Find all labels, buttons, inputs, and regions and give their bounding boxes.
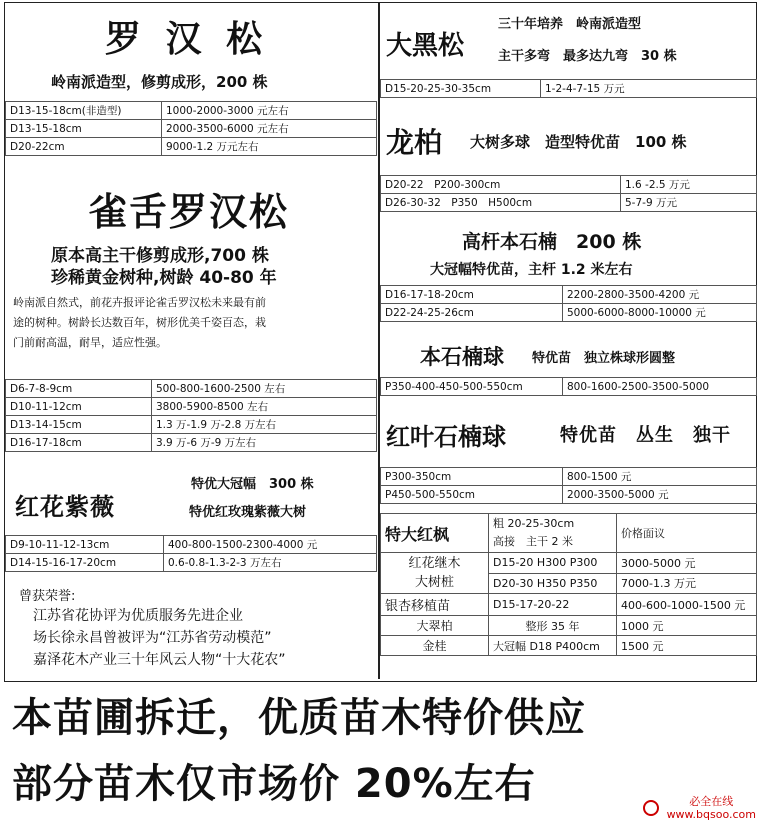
table-row bbox=[381, 304, 757, 322]
price-cell: 3800-5900-8500 左右 bbox=[152, 398, 377, 416]
honor-item: 场长徐永昌曾被评为“江苏省劳动模范” bbox=[33, 630, 272, 646]
size-cell: P350-400-450-500-550cm bbox=[381, 378, 563, 396]
table-row bbox=[381, 553, 757, 574]
price-cell: 5-7-9 万元 bbox=[621, 194, 757, 212]
price-cell: 价格面议 bbox=[617, 514, 757, 553]
luohansong-subtitle: 岭南派造型，修剪成形，200 株 bbox=[51, 73, 268, 91]
price-cell: 2200-2800-3500-4200 元 bbox=[563, 286, 757, 304]
queshe-section bbox=[5, 175, 378, 465]
species-cell: 银杏移植苗 bbox=[381, 594, 489, 616]
size-cell: D26-30-32 P350 H500cm bbox=[381, 194, 621, 212]
hongzi-title: 红花紫薇 bbox=[15, 493, 115, 521]
size-cell: D13-15-18cm bbox=[6, 120, 162, 138]
table-row bbox=[381, 80, 757, 98]
queshe-title: 雀舌罗汉松 bbox=[89, 190, 290, 234]
honor-item: 嘉泽花木产业三十年风云人物“十大花农” bbox=[33, 652, 286, 668]
queshe-line1: 原本高主干修剪成形,700 株 bbox=[51, 246, 269, 266]
hongye-subtitle: 特优苗 丛生 独干 bbox=[560, 425, 731, 446]
gaogan-title: 高杆本石楠 200 株 bbox=[462, 231, 642, 253]
hongye-table bbox=[380, 467, 757, 504]
price-cell: 400-800-1500-2300-4000 元 bbox=[164, 536, 377, 554]
misc-table bbox=[380, 513, 757, 656]
price-cell: 1.3 万-1.9 万-2.8 万左右 bbox=[152, 416, 377, 434]
table-row bbox=[381, 378, 757, 396]
description-line: 门前耐高温，耐旱，适应性强。 bbox=[13, 336, 167, 349]
price-cell: 800-1600-2500-3500-5000 bbox=[563, 378, 757, 396]
spec-cell: D20-30 H350 P350 bbox=[489, 573, 617, 594]
spec-cell: 整形 35 年 bbox=[489, 616, 617, 636]
price-cell: 1000-2000-3000 元左右 bbox=[162, 102, 377, 120]
price-cell: 9000-1.2 万元左右 bbox=[162, 138, 377, 156]
honors-section bbox=[5, 581, 378, 675]
size-cell: D20-22cm bbox=[6, 138, 162, 156]
price-sheet bbox=[4, 2, 757, 682]
longbai-table bbox=[380, 175, 757, 212]
longbai-subtitle: 大树多球 造型特优苗 100 株 bbox=[470, 133, 687, 151]
price-cell: 1500 元 bbox=[617, 636, 757, 656]
size-cell: D10-11-12cm bbox=[6, 398, 152, 416]
size-cell: D15-20-25-30-35cm bbox=[381, 80, 541, 98]
benshi-subtitle: 特优苗 独立株球形圆整 bbox=[532, 351, 676, 366]
species-line: 大树桩 bbox=[414, 575, 454, 590]
table-row bbox=[6, 138, 377, 156]
daheisong-title: 大黑松 bbox=[386, 31, 465, 61]
price-cell: 5000-6000-8000-10000 元 bbox=[563, 304, 757, 322]
queshe-description bbox=[13, 293, 266, 353]
site-watermark bbox=[643, 795, 756, 821]
daheisong-line1: 三十年培养 岭南派造型 bbox=[498, 17, 642, 32]
table-row bbox=[381, 176, 757, 194]
queshe-line2: 珍稀黄金树种,树龄 40-80 年 bbox=[51, 268, 277, 288]
watermark-url: www.bqsoo.com bbox=[666, 808, 756, 821]
spec-cell: D15-17-20-22 bbox=[489, 594, 617, 616]
size-cell: D9-10-11-12-13cm bbox=[6, 536, 164, 554]
table-row bbox=[381, 636, 757, 656]
hongzi-table bbox=[5, 535, 377, 572]
price-cell: 3000-5000 元 bbox=[617, 553, 757, 574]
benshi-section bbox=[380, 331, 758, 397]
banner-line-1: 本苗圃拆迁，优质苗木特价供应 bbox=[12, 695, 586, 741]
price-cell: 0.6-0.8-1.3-2-3 万左右 bbox=[164, 554, 377, 572]
species-line: 红花继木 bbox=[408, 556, 461, 571]
daheisong-section bbox=[380, 3, 758, 101]
gaogan-subtitle: 大冠幅特优苗，主杆 1.2 米左右 bbox=[430, 262, 633, 278]
price-cell: 3.9 万-6 万-9 万左右 bbox=[152, 434, 377, 452]
spec-line: 粗 20-25-30cm bbox=[493, 517, 575, 530]
table-row bbox=[6, 102, 377, 120]
luohansong-table bbox=[5, 101, 377, 156]
table-row bbox=[6, 120, 377, 138]
table-row bbox=[381, 468, 757, 486]
size-cell: D16-17-18-20cm bbox=[381, 286, 563, 304]
daheisong-table bbox=[380, 79, 757, 98]
size-cell: D6-7-8-9cm bbox=[6, 380, 152, 398]
table-row bbox=[6, 536, 377, 554]
longbai-section bbox=[380, 103, 758, 219]
table-row bbox=[381, 286, 757, 304]
price-cell: 2000-3500-5000 元 bbox=[563, 486, 757, 504]
size-cell: D20-22 P200-300cm bbox=[381, 176, 621, 194]
price-cell: 800-1500 元 bbox=[563, 468, 757, 486]
spec-cell bbox=[489, 514, 617, 553]
table-row bbox=[6, 416, 377, 434]
price-cell: 7000-1.3 万元 bbox=[617, 573, 757, 594]
watermark-name: 必全在线 bbox=[689, 795, 734, 808]
size-cell: P300-350cm bbox=[381, 468, 563, 486]
longbai-title: 龙柏 bbox=[386, 126, 443, 159]
size-cell: D22-24-25-26cm bbox=[381, 304, 563, 322]
species-cell: 大翠柏 bbox=[381, 616, 489, 636]
table-row bbox=[381, 594, 757, 616]
description-line: 途的树种。树龄长达数百年，树形优美千姿百态，栽 bbox=[13, 316, 266, 329]
price-cell: 2000-3500-6000 元左右 bbox=[162, 120, 377, 138]
spec-line: 高接 主干 2 米 bbox=[493, 535, 573, 548]
price-cell: 400-600-1000-1500 元 bbox=[617, 594, 757, 616]
spec-cell: 大冠幅 D18 P400cm bbox=[489, 636, 617, 656]
table-row bbox=[6, 380, 377, 398]
table-row bbox=[381, 194, 757, 212]
size-cell: P450-500-550cm bbox=[381, 486, 563, 504]
luohansong-title: 罗 汉 松 bbox=[105, 19, 269, 60]
spec-cell: D15-20 H300 P300 bbox=[489, 553, 617, 574]
size-cell: D13-14-15cm bbox=[6, 416, 152, 434]
daheisong-line2: 主干多弯 最多达九弯 30 株 bbox=[498, 49, 677, 64]
species-cell bbox=[381, 553, 489, 594]
size-cell: D13-15-18cm(非造型) bbox=[6, 102, 162, 120]
species-cell: 金桂 bbox=[381, 636, 489, 656]
honors-title: 曾获荣誉: bbox=[19, 589, 76, 604]
table-row bbox=[6, 554, 377, 572]
hongye-section bbox=[380, 399, 758, 511]
table-row bbox=[381, 616, 757, 636]
gaogan-section bbox=[380, 219, 758, 331]
hongzi-line2: 特优红玫瑰紫薇大树 bbox=[189, 505, 307, 520]
banner-line-2: 部分苗木仅市场价 20%左右 bbox=[12, 761, 536, 807]
gaogan-table bbox=[380, 285, 757, 322]
price-cell: 500-800-1600-2500 左右 bbox=[152, 380, 377, 398]
price-cell: 1.6 -2.5 万元 bbox=[621, 176, 757, 194]
benshi-title: 本石楠球 bbox=[420, 345, 504, 369]
table-row bbox=[6, 398, 377, 416]
size-cell: D14-15-16-17-20cm bbox=[6, 554, 164, 572]
hongye-title: 红叶石楠球 bbox=[386, 423, 506, 451]
price-cell: 1000 元 bbox=[617, 616, 757, 636]
hongzi-section bbox=[5, 467, 378, 579]
queshe-table bbox=[5, 379, 377, 452]
benshi-table bbox=[380, 377, 757, 396]
table-row bbox=[381, 486, 757, 504]
luohansong-section bbox=[5, 3, 378, 173]
hongzi-line1: 特优大冠幅 300 株 bbox=[191, 477, 314, 492]
species-cell: 特大红枫 bbox=[381, 514, 489, 553]
description-line: 岭南派自然式，前花卉报评论雀舌罗汉松未来最有前 bbox=[13, 296, 266, 309]
table-row bbox=[6, 434, 377, 452]
size-cell: D16-17-18cm bbox=[6, 434, 152, 452]
price-cell: 1-2-4-7-15 万元 bbox=[541, 80, 757, 98]
site-logo-icon bbox=[643, 800, 659, 816]
honor-item: 江苏省花协评为优质服务先进企业 bbox=[33, 608, 243, 624]
table-row bbox=[381, 514, 757, 553]
